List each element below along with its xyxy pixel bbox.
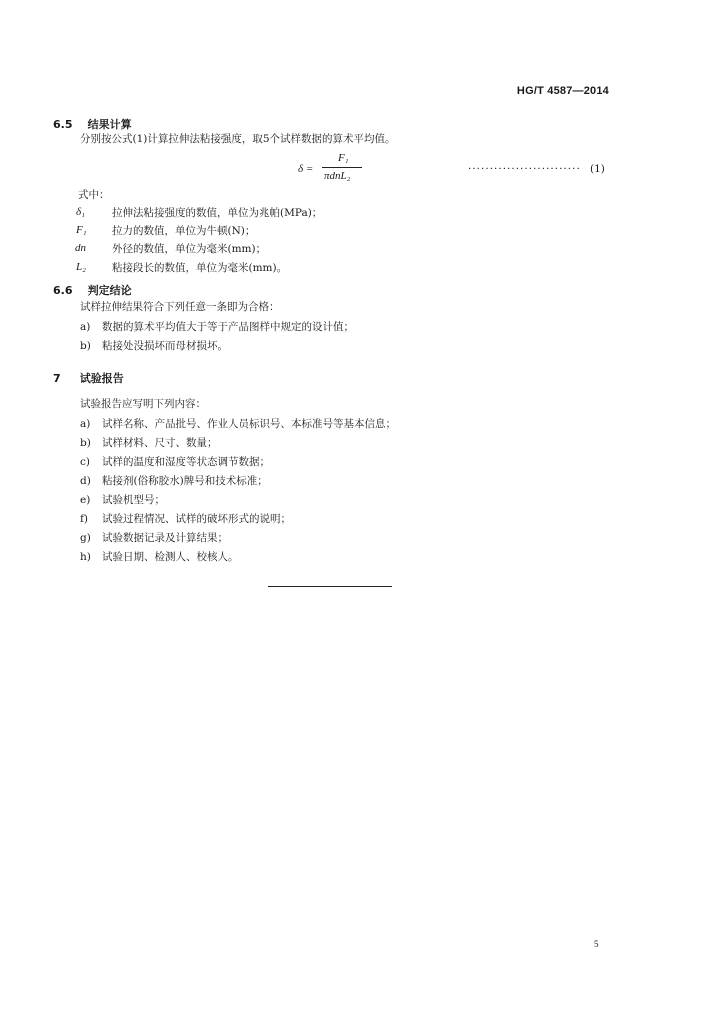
list-marker: e) (80, 494, 91, 506)
variable-symbol: L₂ (76, 261, 86, 273)
section-6-6-intro: 试样拉伸结果符合下列任意一条即为合格： (80, 301, 280, 313)
list-marker: f) (80, 513, 88, 525)
list-marker: g) (80, 532, 91, 544)
list-marker: b) (80, 340, 91, 352)
list-marker: d) (80, 475, 91, 487)
variable-description: 拉伸法粘接强度的数值，单位为兆帕(MPa)； (112, 207, 323, 219)
section-title: 试验报告 (79, 372, 124, 385)
formula-lhs: δ = (298, 163, 314, 175)
section-number: 7 (53, 372, 61, 385)
list-item: 试验数据记录及计算结果； (102, 532, 228, 544)
list-item: 试样材料、尺寸、数量； (102, 437, 218, 449)
formula-denominator: πdnL₂ (324, 170, 351, 182)
variable-description: 粘接段长的数值，单位为毫米(mm)。 (112, 262, 288, 274)
variable-symbol: δ₁ (76, 206, 85, 218)
list-item: 试验机型号； (102, 494, 165, 506)
section-number: 6.5 (53, 118, 73, 131)
section-number: 6.6 (53, 284, 73, 297)
list-marker: b) (80, 437, 91, 449)
formula-label: (1) (590, 163, 605, 175)
list-marker: c) (80, 456, 90, 468)
variable-symbol: F₁ (76, 224, 87, 236)
variable-description: 拉力的数值，单位为牛顿(N)； (112, 225, 256, 237)
formula-numerator: F₁ (338, 152, 349, 164)
list-marker: h) (80, 551, 91, 563)
page-number: 5 (594, 939, 599, 949)
list-marker: a) (80, 418, 91, 430)
variable-symbol: dn (75, 242, 86, 254)
standard-number: HG/T 4587—2014 (516, 85, 609, 97)
section-6-6-heading (53, 279, 132, 298)
list-item: 试样的温度和湿度等状态调节数据； (102, 456, 270, 468)
list-item: 粘接剂(俗称胶水)牌号和技术标准； (102, 475, 268, 487)
section-title: 结果计算 (87, 118, 132, 131)
section-7-intro: 试验报告应写明下列内容： (80, 398, 206, 410)
where-label: 式中： (78, 189, 110, 201)
list-item: 试样名称、产品批号、作业人员标识号、本标准号等基本信息； (102, 418, 396, 430)
fraction-bar (322, 167, 362, 168)
section-title: 判定结论 (87, 284, 132, 297)
end-rule (268, 586, 392, 587)
list-marker: a) (80, 321, 91, 333)
list-item: 试验日期、检测人、校核人。 (102, 551, 239, 563)
variable-description: 外径的数值，单位为毫米(mm)； (112, 243, 267, 255)
list-item: 试验过程情况、试样的破坏形式的说明； (102, 513, 291, 525)
formula-leader-dots: ·························· (468, 163, 581, 175)
section-6-5-heading (53, 113, 132, 132)
section-6-5-intro: 分别按公式(1)计算拉伸法粘接强度，取5个试样数据的算术平均值。 (80, 133, 396, 145)
list-item: 数据的算术平均值大于等于产品图样中规定的设计值； (102, 321, 354, 333)
section-7-heading (53, 367, 124, 386)
list-item: 粘接处没损坏而母材损坏。 (102, 340, 228, 352)
